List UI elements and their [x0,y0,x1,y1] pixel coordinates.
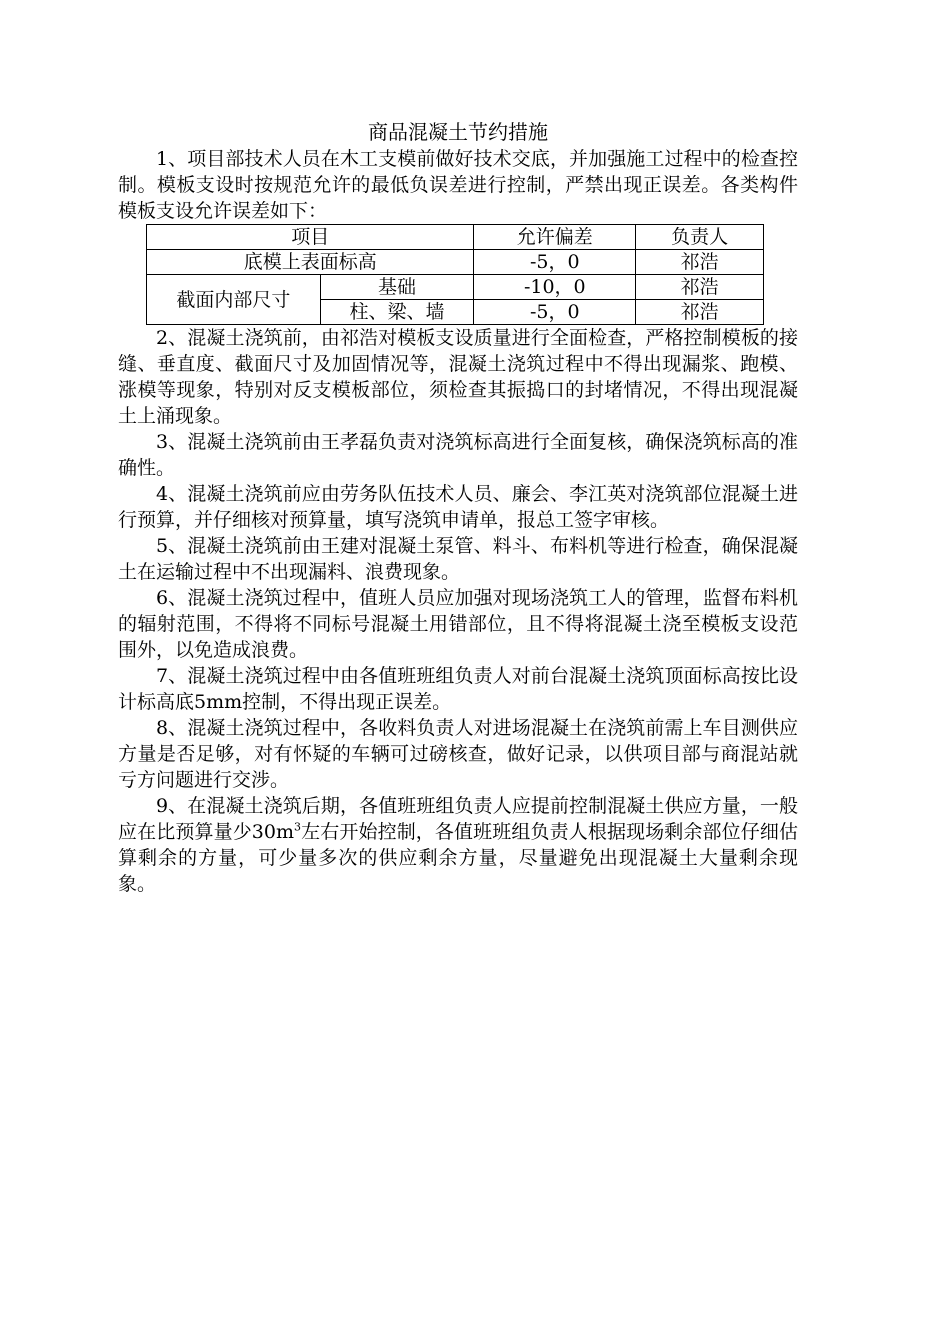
paragraph-4: 4、混凝土浇筑前应由劳务队伍技术人员、廉会、李江英对浇筑部位混凝土进行预算，并仔细核对预算量，填写浇筑申请单，报总工签字审核。 [118,483,798,531]
row-group-label: 截面内部尺寸 [147,275,321,325]
header-item: 项目 [147,225,474,250]
paragraph-9 [118,793,798,897]
paragraph-2: 2、混凝土浇筑前，由祁浩对模板支设质量进行全面检查，严格控制模板的接缝、垂直度、截面尺寸及加固情况等，混凝土浇筑过程中不得出现漏浆、跑模、涨模等现象，特别对反支模板部位，须检查其振捣口的封堵情况，不得出现混凝土上涌现象。 [118,327,798,427]
row-sub-item: 基础 [320,275,474,300]
header-deviation: 允许偏差 [474,225,636,250]
paragraph-3: 3、混凝土浇筑前由王孝磊负责对浇筑标高进行全面复核，确保浇筑标高的准确性。 [118,431,798,479]
row-person: 祁浩 [636,300,764,325]
tolerance-table [146,224,764,325]
paragraph-7: 7、混凝土浇筑过程中由各值班班组负责人对前台混凝土浇筑顶面标高按比设计标高底5mm控制，不得出现正误差。 [118,665,798,713]
row-person: 祁浩 [636,275,764,300]
table-row [147,250,764,275]
document-title: 商品混凝土节约措施 [368,120,548,144]
cubic-superscript: 3 [294,820,301,834]
table-row [147,275,764,300]
row-deviation: -5，0 [474,250,636,275]
row-person: 祁浩 [636,250,764,275]
row-sub-item: 柱、梁、墙 [320,300,474,325]
paragraph-6: 6、混凝土浇筑过程中，值班人员应加强对现场浇筑工人的管理，监督布料机的辐射范围，不得将不同标号混凝土用错部位，且不得将混凝土浇至模板支设范围外，以免造成浪费。 [118,587,798,661]
paragraph-5: 5、混凝土浇筑前由王建对混凝土泵管、料斗、布料机等进行检查，确保混凝土在运输过程中不出现漏料、浪费现象。 [118,535,798,583]
table-header-row [147,225,764,250]
row-deviation: -10，0 [474,275,636,300]
paragraph-8: 8、混凝土浇筑过程中，各收料负责人对进场混凝土在浇筑前需上车目测供应方量是否足够，对有怀疑的车辆可过磅核查，做好记录，以供项目部与商混站就亏方问题进行交涉。 [118,717,798,791]
document-page [118,118,798,897]
row-item: 底模上表面标高 [147,250,474,275]
header-person: 负责人 [636,225,764,250]
paragraph-9-part-1: 9、在混凝土浇筑后期，各值班班组负责人应提前控制混凝土供应方量，一般应在比预算量少30m [118,795,798,843]
paragraph-1: 1、项目部技术人员在木工支模前做好技术交底，并加强施工过程中的检查控制。模板支设时按规范允许的最低负误差进行控制，严禁出现正误差。各类构件模板支设允许误差如下： [118,148,798,222]
row-deviation: -5，0 [474,300,636,325]
paragraph-9-part-2: 左右开始控制，各值班班组负责人根据现场剩余部位仔细估算剩余的方量，可少量多次的供应剩余方量，尽量避免出现混凝土大量剩余现象。 [118,821,798,895]
